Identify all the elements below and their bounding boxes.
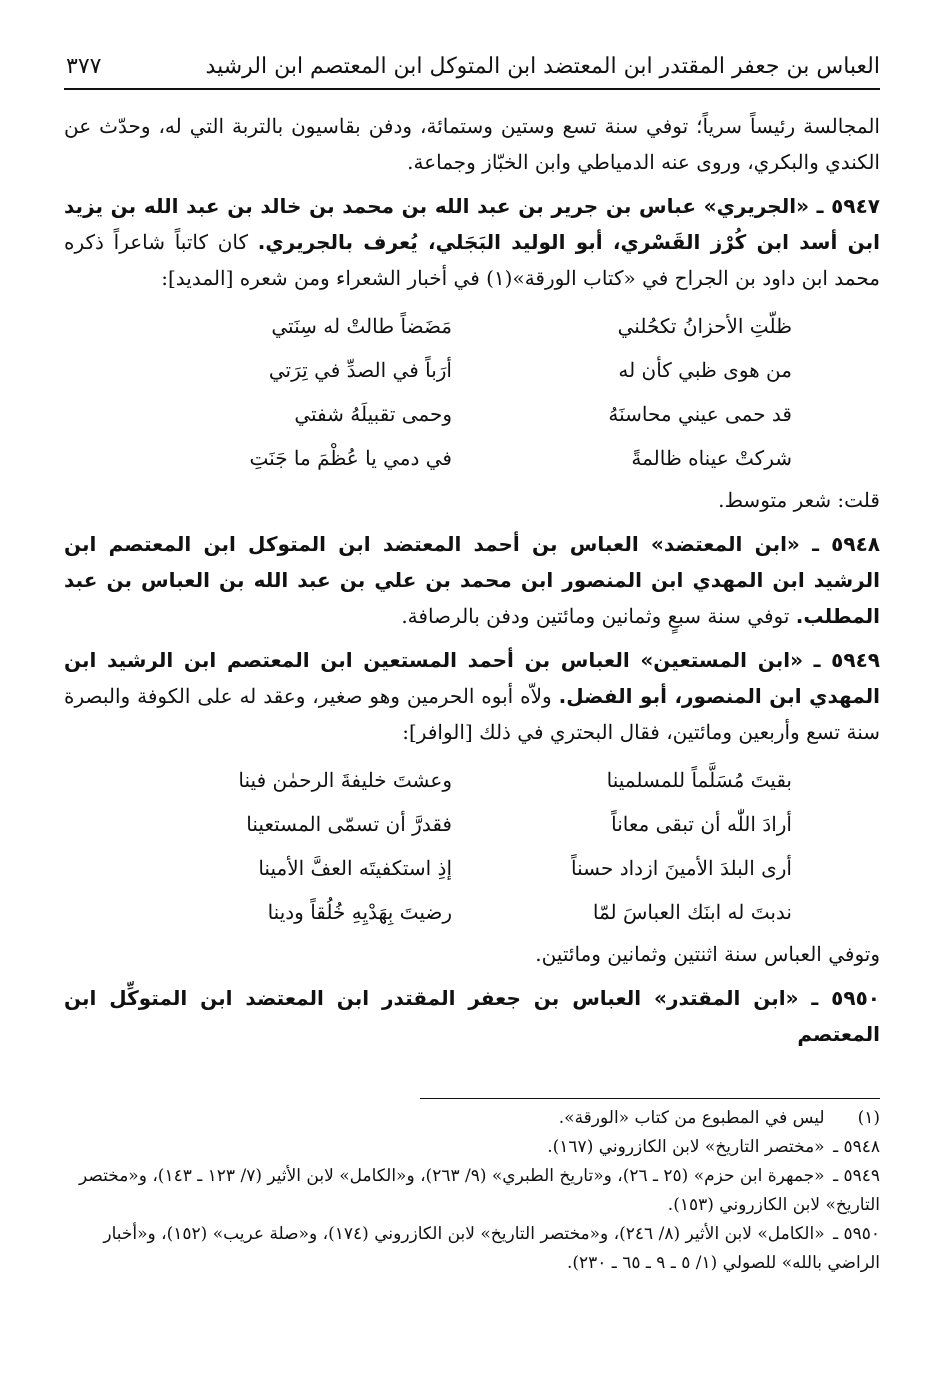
main-text — [64, 108, 880, 1060]
poem-verse — [152, 802, 792, 846]
verse-second-half: إذِ استكفيتَه العفَّ الأمينا — [258, 856, 452, 880]
footnote — [64, 1162, 880, 1220]
entry-5947-text: كان كاتباً شاعراً ذكره محمد ابن داود بن الجراح في «كتاب الورقة»(١) في أخبار الشعراء ومن شعره [المديد]: — [64, 230, 880, 290]
entry-5947 — [64, 188, 880, 296]
poem-verse — [152, 846, 792, 890]
verse-first-half: قد حمى عيني محاسنَهُ — [608, 402, 792, 426]
poem-verse — [152, 304, 792, 348]
page-number: ٣٧٧ — [66, 54, 102, 79]
entry-5949-text: ولاّه أبوه الحرمين وهو صغير، وعقد له على الكوفة والبصرة سنة تسع وأربعين ومائتين، فقال البحتري في ذلك [الوافر]: — [64, 684, 880, 744]
verse-second-half: وعشتَ خليفةَ الرحمٰن فينا — [238, 768, 452, 792]
footnote-number: ٥٩٥٠ ـ — [833, 1224, 880, 1244]
poem-5947 — [152, 304, 792, 480]
verse-second-half: مَضَضاً طالتْ له سِنَتي — [271, 314, 452, 338]
running-header — [64, 52, 880, 90]
footnotes — [64, 1104, 880, 1278]
verse-second-half: رضيتَ بِهَدْيِهِ خُلُقاً ودينا — [267, 900, 452, 924]
running-title: العباس بن جعفر المقتدر ابن المعتضد ابن المتوكل ابن المعتصم ابن الرشيد — [205, 54, 880, 79]
footnote-text: ليس في المطبوع من كتاب «الورقة». — [558, 1108, 825, 1128]
verse-first-half: أرادَ اللّٰه أن تبقى معاناً — [611, 812, 792, 836]
footnote-separator — [420, 1098, 880, 1099]
verse-first-half: شركتْ عيناه ظالمةً — [631, 446, 792, 470]
entry-5947-heading: ٥٩٤٧ ـ «الجريري» عباس بن جرير بن عبد الله بن محمد بن خالد بن عبد الله بن يزيد ابن أسد ابن كُرْز القَسْري، أبو الوليد البَجَلي، يُعرف بالجريري. — [64, 194, 880, 254]
footnote-number: ٥٩٤٨ ـ — [833, 1137, 880, 1157]
footnote-text: «الكامل» لابن الأثير (٨/ ٢٤٦)، و«مختصر التاريخ» لابن الكازروني (١٧٤)، و«صلة عريب» (١٥٢)، و«أخبار الراضي بالله» للصولي (١/ ٥ ـ ٩ ـ ٦٥ ـ ٢٣٠). — [103, 1224, 880, 1273]
verse-second-half: فقدرَّ أن تسمّى المستعينا — [246, 812, 452, 836]
poem-verse — [152, 890, 792, 934]
poem-verse — [152, 392, 792, 436]
entry-5948-text: توفي سنة سبعٍ وثمانين ومائتين ودفن بالرصافة. — [401, 604, 796, 628]
entry-5947-comment: قلت: شعر متوسط. — [718, 488, 880, 512]
verse-first-half: بقيتَ مُسَلَّماً للمسلمينا — [606, 768, 792, 792]
verse-first-half: من هوى ظبي كأن له — [618, 358, 792, 382]
paragraph-continuation: المجالسة رئيساً سرياً؛ توفي سنة تسع وستين وستمائة، ودفن بقاسيون بالتربة التي له، وحدّث عن الكندي والبكري، وروى عنه الدمياطي وابن الخبّاز وجماعة. — [64, 114, 880, 174]
entry-5948 — [64, 526, 880, 634]
footnote — [64, 1104, 880, 1133]
entry-5949-death: وتوفي العباس سنة اثنتين وثمانين ومائتين. — [535, 942, 880, 966]
footnote-number: (١) — [857, 1108, 880, 1128]
footnote-number: ٥٩٤٩ ـ — [833, 1166, 880, 1186]
verse-first-half: ندبتَ له ابنَك العباسَ لمّا — [592, 900, 792, 924]
entry-5950 — [64, 980, 880, 1052]
verse-second-half: وحمى تقبيلَهُ شفتي — [294, 402, 452, 426]
entry-5950-heading: ٥٩٥٠ ـ «ابن المقتدر» العباس بن جعفر المقتدر ابن المعتضد ابن المتوكِّل ابن المعتصم — [64, 986, 880, 1046]
footnote — [64, 1133, 880, 1162]
footnote-text: «مختصر التاريخ» لابن الكازروني (١٦٧). — [547, 1137, 825, 1157]
entry-5949-heading: ٥٩٤٩ ـ «ابن المستعين» العباس بن أحمد المستعين ابن المعتصم ابن الرشيد ابن المهدي ابن المنصور، أبو الفضل. — [64, 648, 880, 708]
poem-verse — [152, 348, 792, 392]
footnote — [64, 1220, 880, 1278]
poem-verse — [152, 436, 792, 480]
verse-second-half: في دمي يا عُظْمَ ما جَنَتِ — [249, 446, 452, 470]
entry-5948-heading: ٥٩٤٨ ـ «ابن المعتضد» العباس بن أحمد المعتضد ابن المتوكل ابن المعتصم ابن الرشيد ابن المهدي ابن المنصور ابن محمد بن علي بن عبد الله بن العباس بن عبد المطلب. — [64, 532, 880, 628]
verse-first-half: أرى البلدَ الأمينَ ازداد حسناً — [571, 856, 792, 880]
verse-second-half: أرَباً في الصدِّ في تِرَتي — [268, 358, 452, 382]
verse-first-half: ظلّتِ الأحزانُ تكحُلني — [617, 314, 792, 338]
entry-5949 — [64, 642, 880, 750]
poem-verse — [152, 758, 792, 802]
poem-5949 — [152, 758, 792, 934]
footnote-text: «جمهرة ابن حزم» (٢٥ ـ ٢٦)، و«تاريخ الطبري» (٩/ ٢٦٣)، و«الكامل» لابن الأثير (٧/ ١٢٣ ـ ١٤٣)، و«مختصر التاريخ» لابن الكازروني (١٥٣). — [78, 1166, 880, 1215]
